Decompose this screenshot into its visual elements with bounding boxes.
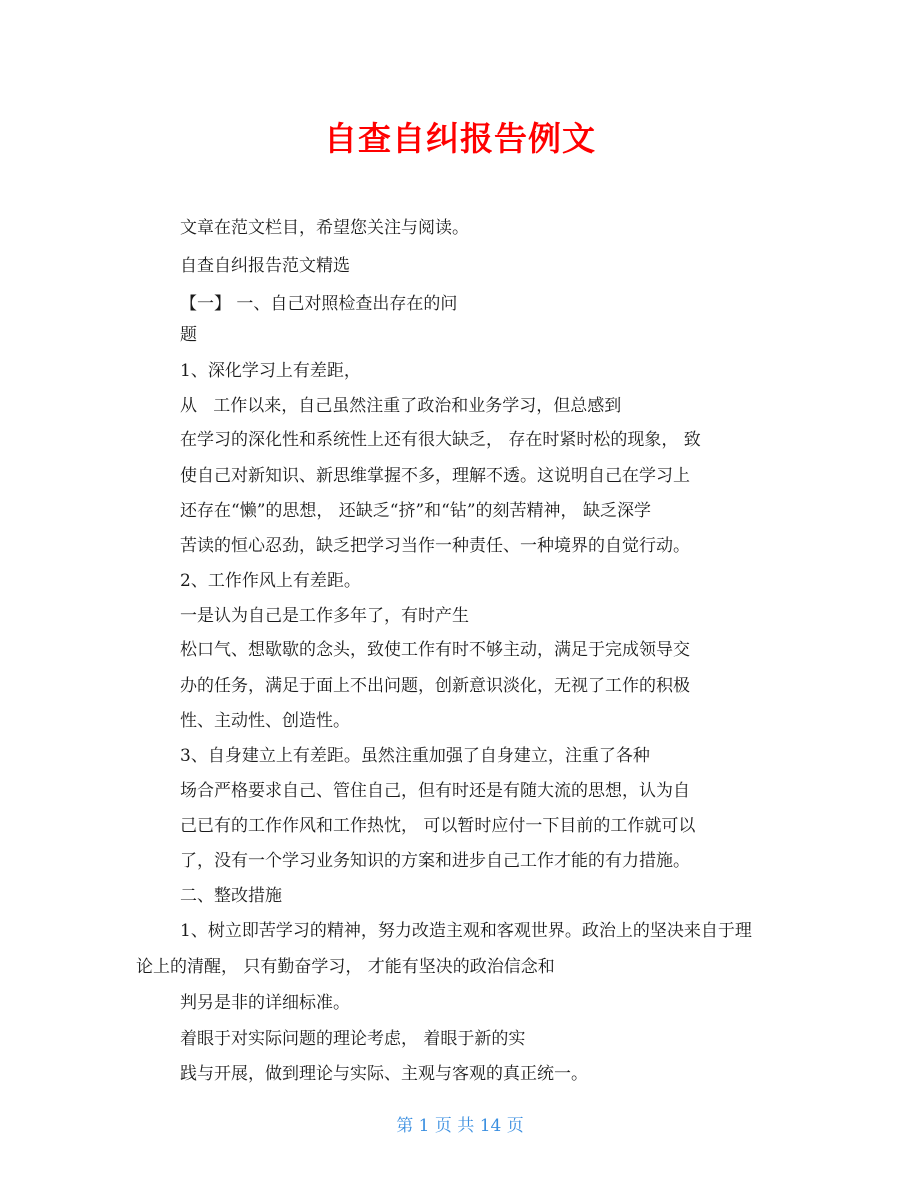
text-line: 践与开展，做到理论与实际、主观与客观的真正统一。 — [180, 1064, 588, 1084]
text-line: 判另是非的详细标准。 — [180, 993, 350, 1013]
text-line: 使自己对新知识、新思维掌握不多，理解不透。这说明自己在学习上 — [180, 466, 690, 486]
text-line: 1、深化学习上有差距， — [180, 361, 361, 381]
text-line: 论上的清醒， 只有勤奋学习， 才能有坚决的政治信念和 — [136, 957, 555, 977]
text-line: 了，没有一个学习业务知识的方案和进步自己工作才能的有力措施。 — [180, 851, 690, 871]
text-line: 自查自纠报告范文精选 — [180, 256, 350, 276]
text-line: 己已有的工作作风和工作热忱， 可以暂时应付一下目前的工作就可以 — [180, 816, 696, 836]
page-number-footer: 第 1 页 共 14 页 — [396, 1116, 524, 1136]
text-line: 1、树立即苦学习的精神，努力改造主观和客观世界。政治上的坚决来自于理 — [180, 921, 752, 941]
text-line: 苦读的恒心忍劲，缺乏把学习当作一种责任、一种境界的自觉行动。 — [180, 536, 690, 556]
text-line: 性、主动性、创造性。 — [180, 711, 350, 731]
text-line: 办的任务，满足于面上不出问题，创新意识淡化，无视了工作的积极 — [180, 676, 690, 696]
text-line: 2、工作作风上有差距。 — [180, 571, 361, 591]
text-line: 一是认为自己是工作多年了，有时产生 — [180, 606, 469, 626]
text-line: 题 — [180, 325, 197, 345]
text-line: 二、整改措施 — [180, 886, 282, 906]
text-line: 着眼于对实际问题的理论考虑， 着眼于新的实 — [180, 1029, 526, 1049]
text-line: 从 工作以来，自己虽然注重了政治和业务学习，但总感到 — [180, 396, 622, 416]
text-line: 【一】 一、自己对照检查出存在的问 — [180, 294, 458, 314]
text-line: 文章在范文栏目，希望您关注与阅读。 — [180, 218, 469, 238]
text-line: 松口气、想歇歇的念头，致使工作有时不够主动，满足于完成领导交 — [180, 640, 690, 660]
text-line: 还存在“懒”的思想， 还缺乏“挤”和“钻”的刻苦精神， 缺乏深学 — [180, 501, 651, 521]
text-line: 场合严格要求自己、管住自己，但有时还是有随大流的思想，认为自 — [180, 781, 690, 801]
text-line: 在学习的深化性和系统性上还有很大缺乏， 存在时紧时松的现象， 致 — [180, 430, 701, 450]
document-title: 自查自纠报告例文 — [324, 119, 596, 158]
text-line: 3、自身建立上有差距。虽然注重加强了自身建立，注重了各种 — [180, 746, 650, 766]
